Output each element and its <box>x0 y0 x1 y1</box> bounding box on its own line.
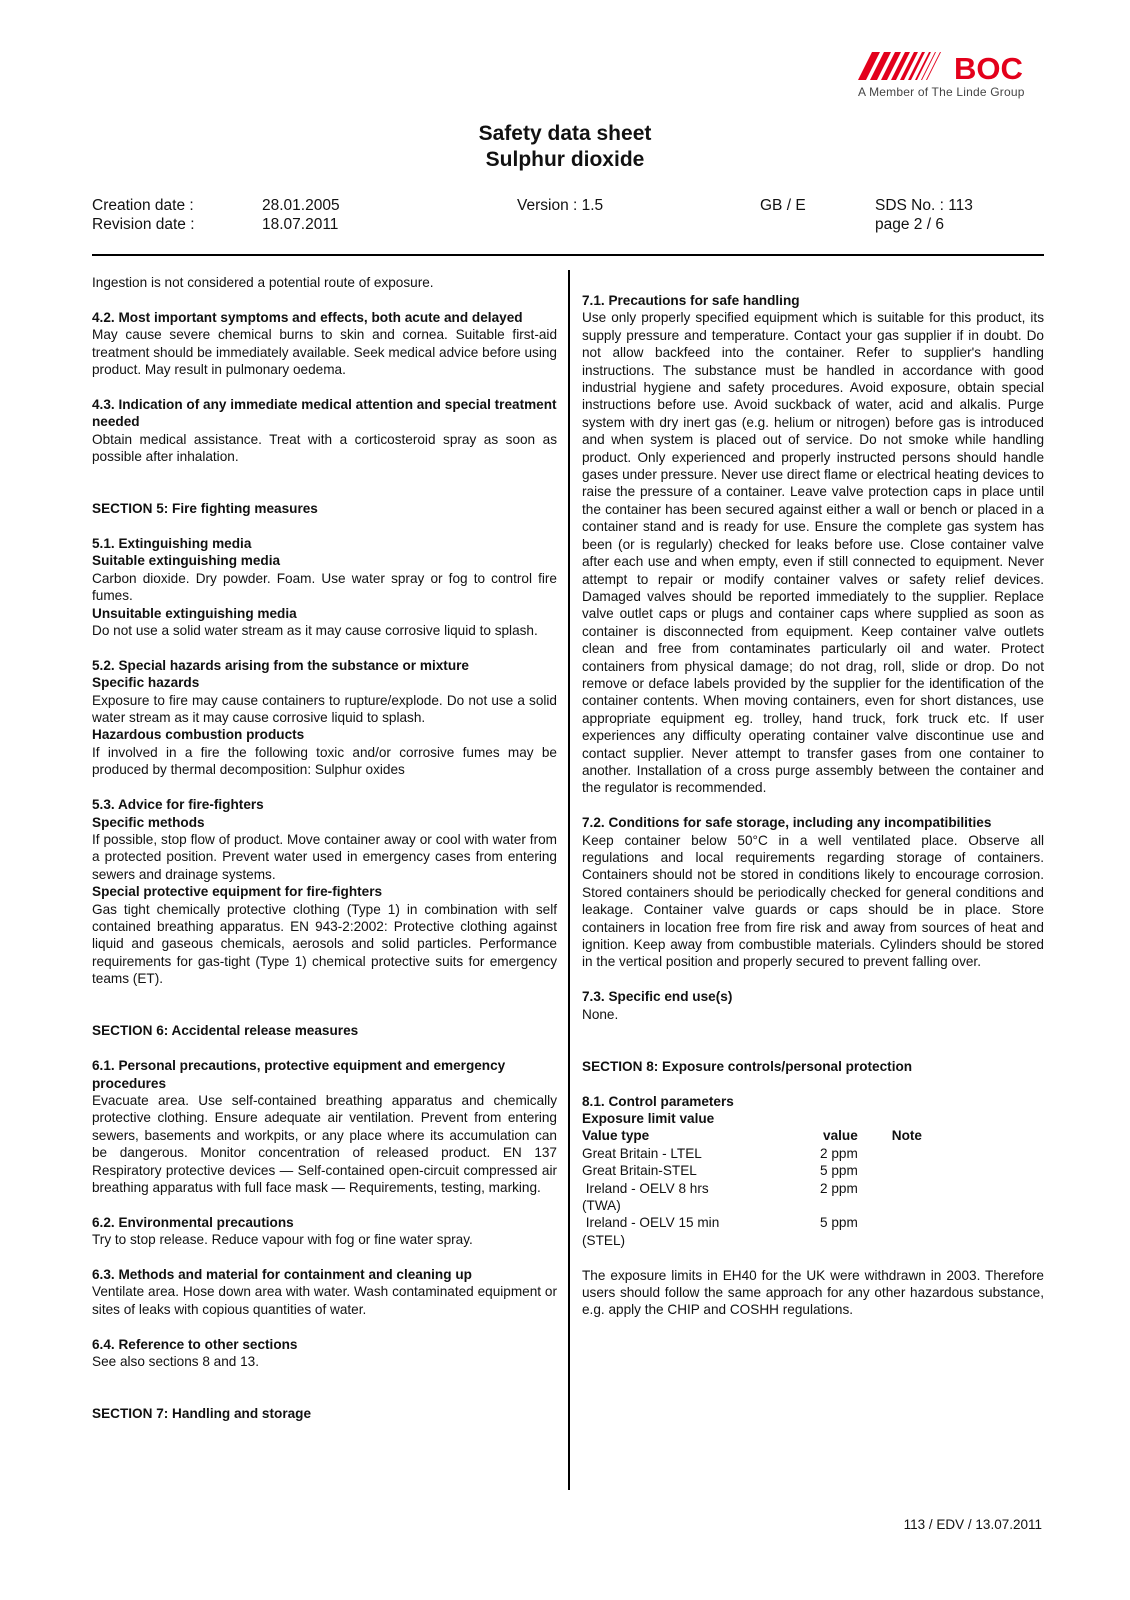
region-code: GB / E <box>760 197 806 214</box>
row-type-line-1: Ireland - OELV 15 min <box>582 1215 720 1231</box>
footer-reference: 113 / EDV / 13.07.2011 <box>903 1517 1042 1532</box>
ingestion-text: Ingestion is not considered a potential route of exposure. <box>92 275 434 290</box>
row-note <box>870 1162 922 1179</box>
section-8-note: The exposure limits in EH40 for the UK were withdrawn in 2003. Therefore users should follow the same approach for any other hazardous substance, e.g. apply the CHIP and COSHH regulations. <box>582 1267 1044 1318</box>
boc-stripes-icon <box>858 50 1048 84</box>
row-type-line-2: (TWA) <box>582 1198 621 1214</box>
col-header-value-type: Value type <box>582 1128 650 1144</box>
row-value: 2 ppm <box>820 1145 858 1161</box>
section-6-2-text: Try to stop release. Reduce vapour with fog or fine water spray. <box>92 1232 473 1248</box>
row-note <box>870 1180 922 1215</box>
section-7-2-heading: 7.2. Conditions for safe storage, including any incompatibilities <box>582 815 992 831</box>
section-5-heading: SECTION 5: Fire fighting measures <box>92 501 318 517</box>
section-4-3-text: Obtain medical assistance. Treat with a corticosteroid spray as soon as possible after inhalation. <box>92 431 557 465</box>
section-5-3-heading: 5.3. Advice for fire-fighters <box>92 797 264 813</box>
brand-name: BOC <box>954 51 1023 84</box>
suitable-media-heading: Suitable extinguishing media <box>92 553 281 569</box>
section-7-3-heading: 7.3. Specific end use(s) <box>582 989 733 1005</box>
combustion-products-text: If involved in a fire the following toxic and/or corrosive fumes may be produced by thermal decomposition: Sulphur oxides <box>92 744 557 778</box>
row-value: 2 ppm <box>820 1180 858 1196</box>
section-6-2-heading: 6.2. Environmental precautions <box>92 1214 294 1230</box>
specific-hazards-text: Exposure to fire may cause containers to rupture/explode. Do not use a solid water stream as it may cause corrosive liquid to splash. <box>92 692 557 726</box>
table-row <box>582 1214 922 1249</box>
table-row <box>582 1162 922 1179</box>
table-row <box>582 1180 922 1215</box>
left-column <box>92 274 557 1423</box>
brand-tagline: A Member of The Linde Group <box>858 85 1025 99</box>
row-note <box>870 1145 922 1162</box>
row-value: 5 ppm <box>820 1215 858 1231</box>
title-line-1: Safety data sheet <box>478 122 652 145</box>
section-6-1-text: Evacuate area. Use self-contained breathing apparatus and chemically protective clothing. Ensure adequate air ventilation. Prevent from entering sewers, basements and workpits, or any place where its accumulation can be dangerous. Monitor concentration of released product. EN 137 Respiratory protective devices — Self-contained open-circuit compressed air breathing apparatus with full face mask — Requirements, testing, marking. <box>92 1092 557 1195</box>
row-type: Great Britain-STEL <box>582 1163 697 1179</box>
page-title <box>0 121 1130 173</box>
specific-methods-heading: Specific methods <box>92 814 205 830</box>
unsuitable-media-text: Do not use a solid water stream as it may cause corrosive liquid to splash. <box>92 623 538 639</box>
revision-date-label: Revision date : <box>92 216 195 233</box>
row-type <box>582 1180 789 1215</box>
creation-date-value: 28.01.2005 <box>262 197 340 214</box>
protective-equipment-text: Gas tight chemically protective clothing (Type 1) in combination with self contained breathing apparatus. EN 943-2:2002: Protective clothing against liquid and gaseous chemicals, aerosols and solid particles. Performance requirements for gas-tight (Type 1) chemical protective suits for emergency teams (ET). <box>92 901 557 987</box>
section-8-1-heading: 8.1. Control parameters <box>582 1093 734 1109</box>
unsuitable-media-heading: Unsuitable extinguishing media <box>92 605 297 621</box>
section-7-heading: SECTION 7: Handling and storage <box>92 1406 312 1422</box>
section-7-3-text: None. <box>582 1006 619 1022</box>
revision-date-value: 18.07.2011 <box>262 216 339 233</box>
section-6-3-heading: 6.3. Methods and material for containment and cleaning up <box>92 1267 472 1282</box>
title-line-2: Sulphur dioxide <box>485 148 645 171</box>
section-6-1-heading: 6.1. Personal precautions, protective equipment and emergency procedures <box>92 1058 506 1091</box>
suitable-media-text: Carbon dioxide. Dry powder. Foam. Use water spray or fog to control fire fumes. <box>92 570 557 604</box>
section-4-3-heading: 4.3. Indication of any immediate medical attention and special treatment needed <box>92 396 557 430</box>
section-4-2-text: May cause severe chemical burns to skin and cornea. Suitable first-aid treatment should be immediately available. Seek medical advice before using product. May result in pulmonary oedema. <box>92 327 557 378</box>
section-6-4-heading: 6.4. Reference to other sections <box>92 1336 298 1352</box>
exposure-limits-table <box>582 1127 922 1249</box>
specific-methods-text: If possible, stop flow of product. Move container away or cool with water from a protected position. Prevent water used in emergency cases from entering sewers and drainage systems. <box>92 831 557 882</box>
section-6-heading: SECTION 6: Accidental release measures <box>92 1023 359 1039</box>
sds-number: SDS No. : 113 <box>875 197 973 214</box>
right-column <box>582 292 1044 1319</box>
table-row <box>582 1145 922 1162</box>
header-divider <box>92 254 1044 256</box>
col-header-note: Note <box>891 1128 922 1144</box>
section-5-1-heading: 5.1. Extinguishing media <box>92 536 252 552</box>
creation-date-label: Creation date : <box>92 197 194 214</box>
section-5-2-heading: 5.2. Special hazards arising from the substance or mixture <box>92 657 469 673</box>
row-value: 5 ppm <box>820 1163 858 1179</box>
row-type: Great Britain - LTEL <box>582 1145 702 1161</box>
section-6-4-text: See also sections 8 and 13. <box>92 1354 260 1370</box>
section-8-heading: SECTION 8: Exposure controls/personal protection <box>582 1058 913 1074</box>
specific-hazards-heading: Specific hazards <box>92 675 200 691</box>
section-4-2-heading: 4.2. Most important symptoms and effects, both acute and delayed <box>92 309 523 325</box>
row-note <box>870 1214 922 1249</box>
section-7-1-text: Use only properly specified equipment which is suitable for this product, its supply pressure and temperature. Contact your gas supplier if in doubt. Do not allow backfeed into the container. Refer to supplier's handling instructions. The substance must be handled in accordance with good industrial hygiene and safety procedures. Avoid exposure, obtain special instructions before use. Avoid suckback of water, acid and alkalis. Purge system with dry inert gas (e.g. helium or nitrogen) before gas is introduced and when system is placed out of service. Do not smoke while handling product. Only experienced and properly instructed persons should handle gases under pressure. Never use direct flame or electrical heating devices to raise the pressure of a container. Leave valve protection caps in place until the container has been secured against either a wall or bench or placed in a container stand and is ready for use. Ensure the complete gas system has been (or is regularly) checked for leaks before use. Close container valve after each use and when empty, even if still connected to equipment. Never attempt to repair or modify container valves or safety relief devices. Damaged valves should be reported immediately to the supplier. Replace valve outlet caps or plugs and container caps where supplied as soon as container is disconnected from equipment. Keep container valve outlets clean and free from contaminates particularly oil and water. Protect containers from physical damage; do not drag, roll, slide or drop. Do not remove or deface labels provided by the supplier for the identification of the container contents. When moving containers, even for short distances, use appropriate equipment eg. trolley, hand truck, fork truck etc. If user experiences any difficulty operating container valve discontinue use and contact supplier. Never attempt to transfer gases from one container to another. Installation of a cross purge assembly between the container and the regulator is recommended. <box>582 310 1044 796</box>
section-7-2-text: Keep container below 50°C in a well ventilated place. Observe all regulations and local requirements regarding storage of containers. Containers should not be stored in conditions likely to encourage corrosion. Stored containers should be periodically checked for general conditions and leakage. Container valve guards or caps should be in place. Store containers in location free from fire risk and away from sources of heat and ignition. Keep away from combustible materials. Cylinders should be stored in the vertical position and properly secured to prevent falling over. <box>582 832 1044 970</box>
protective-equipment-heading: Special protective equipment for fire-fighters <box>92 884 383 900</box>
page-number: page 2 / 6 <box>875 216 944 233</box>
section-7-1-heading: 7.1. Precautions for safe handling <box>582 293 800 308</box>
table-header-row <box>582 1127 922 1144</box>
row-type <box>582 1214 789 1249</box>
row-type-line-2: (STEL) <box>582 1232 626 1248</box>
row-type-line-1: Ireland - OELV 8 hrs <box>582 1180 709 1196</box>
column-divider <box>568 270 570 1490</box>
combustion-products-heading: Hazardous combustion products <box>92 727 305 743</box>
version: Version : 1.5 <box>517 197 604 214</box>
exposure-limit-heading: Exposure limit value <box>582 1111 715 1127</box>
col-header-value: value <box>823 1128 858 1144</box>
section-6-3-text: Ventilate area. Hose down area with water. Wash contaminated equipment or sites of leaks with copious quantities of water. <box>92 1284 557 1317</box>
